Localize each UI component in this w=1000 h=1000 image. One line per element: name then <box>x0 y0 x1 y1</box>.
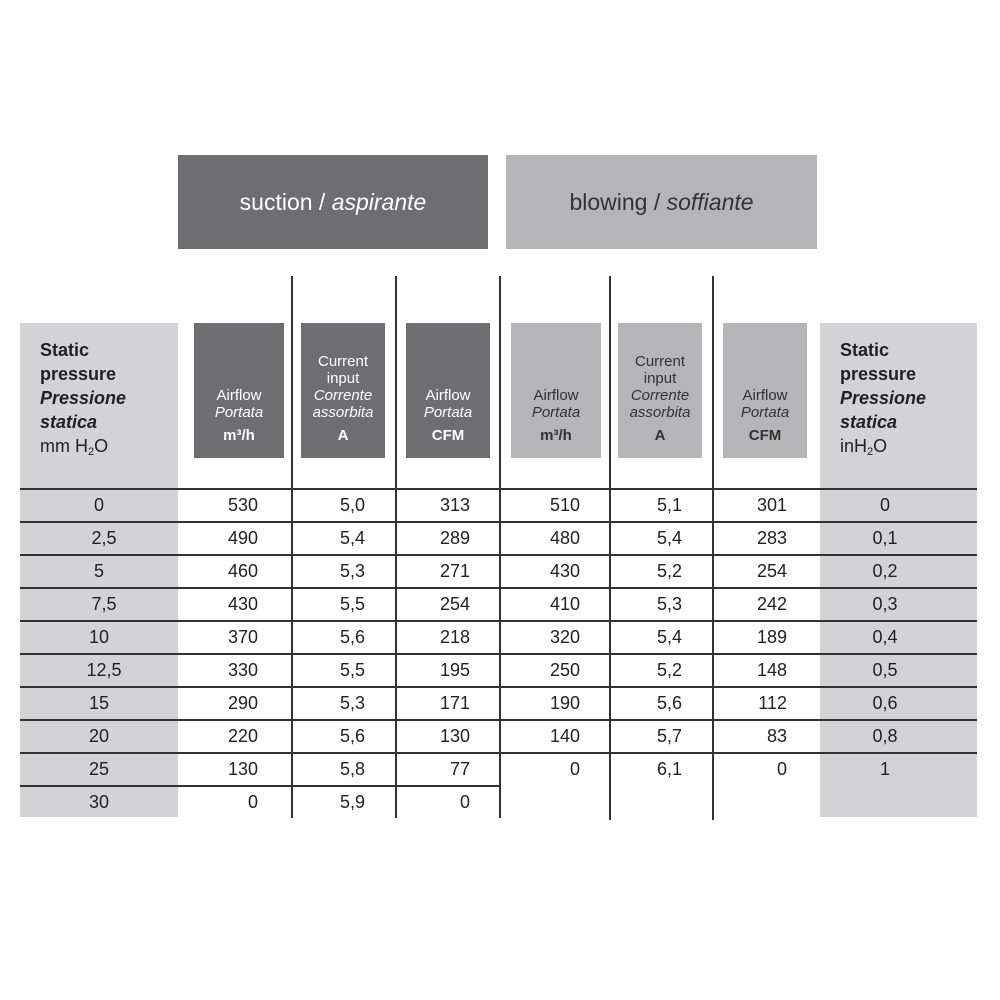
cell-in: 0 <box>879 495 890 515</box>
cell-s-a: 5,5 <box>339 594 365 614</box>
cell-b-cfm: 83 <box>766 726 787 746</box>
cell-s-cfm: 313 <box>439 495 470 515</box>
cell-b-cfm: 0 <box>776 759 787 779</box>
cell-b-a: 5,6 <box>656 693 682 713</box>
cell-in: 0,6 <box>872 693 898 713</box>
cell-b-a: 6,1 <box>656 759 682 779</box>
cell-s-m3h: 490 <box>227 528 258 548</box>
cell-s-cfm: 271 <box>439 561 470 581</box>
cell-b-m3h: 320 <box>549 627 580 647</box>
cell-s-a: 5,5 <box>339 660 365 680</box>
cell-s-a: 5,3 <box>339 561 365 581</box>
blowing-airflow-cfm-header: Airflow Portata CFM <box>723 323 807 458</box>
cell-mm: 20 <box>88 726 110 746</box>
left-header-statica: statica <box>40 412 98 432</box>
cell-s-cfm: 289 <box>439 528 470 548</box>
left-pressure-header <box>40 338 175 464</box>
cell-b-cfm: 283 <box>756 528 787 548</box>
cell-b-m3h: 510 <box>549 495 580 515</box>
cell-mm: 2,5 <box>91 528 117 548</box>
cell-s-m3h: 330 <box>227 660 258 680</box>
blowing-group-header <box>506 155 817 249</box>
left-header-pressure: pressure <box>40 364 117 384</box>
cell-mm: 10 <box>88 627 110 647</box>
blowing-airflow-m3h-header: Airflow Portata m³/h <box>511 323 601 458</box>
cell-b-a: 5,1 <box>656 495 682 515</box>
cell-b-cfm: 254 <box>756 561 787 581</box>
blowing-current-header: Current input Corrente assorbita A <box>618 323 702 458</box>
blowing-label-en: blowing <box>569 188 648 215</box>
cell-in: 0,5 <box>872 660 898 680</box>
cell-s-a: 5,6 <box>339 726 365 746</box>
right-pressure-header <box>840 338 975 464</box>
cell-in: 0,4 <box>872 627 898 647</box>
cell-b-m3h: 140 <box>549 726 580 746</box>
cell-s-m3h: 0 <box>247 792 258 812</box>
cell-b-a <box>612 786 682 819</box>
cell-s-a: 5,0 <box>339 495 365 515</box>
cell-b-m3h: 190 <box>549 693 580 713</box>
blowing-label-it: soffiante <box>666 188 754 215</box>
cell-s-a: 5,6 <box>339 627 365 647</box>
cell-b-m3h: 480 <box>549 528 580 548</box>
cell-s-cfm: 254 <box>439 594 470 614</box>
cell-s-cfm: 195 <box>439 660 470 680</box>
cell-b-cfm: 301 <box>756 495 787 515</box>
cell-in: 0,1 <box>872 528 898 548</box>
right-header-pressure: pressure <box>840 364 917 384</box>
suction-airflow-cfm-header: Airflow Portata CFM <box>406 323 490 458</box>
cell-s-m3h: 130 <box>227 759 258 779</box>
cell-s-m3h: 530 <box>227 495 258 515</box>
cell-s-m3h: 290 <box>227 693 258 713</box>
cell-b-m3h <box>502 786 580 819</box>
cell-mm: 15 <box>88 693 110 713</box>
suction-label-en: suction <box>239 188 313 215</box>
cell-b-cfm: 189 <box>756 627 787 647</box>
column-divider <box>712 276 714 820</box>
cell-s-m3h: 460 <box>227 561 258 581</box>
column-divider <box>499 276 501 818</box>
cell-in: 0,3 <box>872 594 898 614</box>
left-header-unit: mm $H_2O$ <box>40 436 109 458</box>
cell-s-cfm: 77 <box>449 759 470 779</box>
cell-b-a: 5,4 <box>656 627 682 647</box>
cell-in <box>820 786 950 819</box>
cell-mm: 25 <box>88 759 110 779</box>
cell-b-cfm: 112 <box>758 693 787 713</box>
cell-mm: 0 <box>93 495 104 515</box>
cell-s-a: 5,3 <box>339 693 365 713</box>
cell-b-m3h: 430 <box>549 561 580 581</box>
cell-s-a: 5,8 <box>339 759 365 779</box>
cell-b-cfm: 242 <box>756 594 787 614</box>
left-header-pressione: Pressione <box>40 388 127 408</box>
cell-s-cfm: 0 <box>459 792 470 812</box>
right-header-pressione: Pressione <box>840 388 927 408</box>
cell-s-m3h: 220 <box>227 726 258 746</box>
cell-s-m3h: 370 <box>227 627 258 647</box>
blowing-label-sep: / <box>647 188 667 215</box>
cell-mm: 30 <box>88 792 110 812</box>
column-divider <box>395 276 397 818</box>
cell-b-m3h: 0 <box>569 759 580 779</box>
right-header-static: Static <box>840 340 890 360</box>
cell-s-a: 5,9 <box>339 792 365 812</box>
cell-b-a: 5,2 <box>656 561 682 581</box>
suction-current-header: Current input Corrente assorbita A <box>301 323 385 458</box>
cell-b-cfm <box>715 786 787 819</box>
right-header-unit: inH$_2$O <box>840 436 888 458</box>
suction-group-header <box>178 155 488 249</box>
cell-s-m3h: 430 <box>227 594 258 614</box>
right-header-statica: statica <box>840 412 898 432</box>
cell-mm: 7,5 <box>91 594 117 614</box>
cell-b-a: 5,4 <box>656 528 682 548</box>
suction-label-it: aspirante <box>331 188 427 215</box>
cell-b-m3h: 410 <box>549 594 580 614</box>
cell-s-cfm: 171 <box>439 693 470 713</box>
cell-mm: 12,5 <box>86 660 122 680</box>
column-divider <box>609 276 611 820</box>
left-header-static: Static <box>40 340 90 360</box>
cell-in: 0,2 <box>872 561 898 581</box>
suction-label-sep: / <box>312 188 332 215</box>
column-divider <box>291 276 293 818</box>
cell-b-a: 5,2 <box>656 660 682 680</box>
cell-b-m3h: 250 <box>549 660 580 680</box>
cell-in: 0,8 <box>872 726 898 746</box>
cell-b-a: 5,7 <box>656 726 682 746</box>
cell-in: 1 <box>879 759 890 779</box>
cell-b-a: 5,3 <box>656 594 682 614</box>
cell-s-cfm: 218 <box>439 627 470 647</box>
cell-mm: 5 <box>93 561 104 581</box>
cell-b-cfm: 148 <box>756 660 787 680</box>
cell-s-a: 5,4 <box>339 528 365 548</box>
cell-s-cfm: 130 <box>439 726 470 746</box>
suction-airflow-m3h-header: Airflow Portata m³/h <box>194 323 284 458</box>
